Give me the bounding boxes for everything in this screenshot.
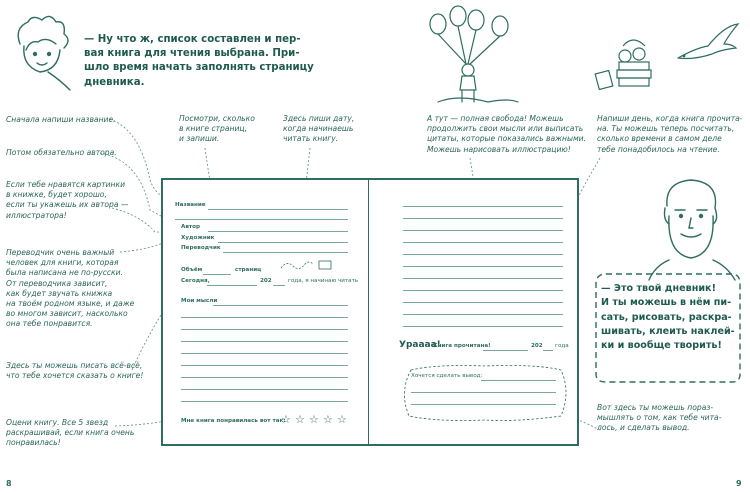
hurray-label: Ураааа! — [399, 340, 441, 350]
page-number-left: 8 — [6, 479, 12, 488]
note-line: Здесь пиши дату, — [283, 114, 355, 123]
note-line: А тут — полная свобода! Можешь — [427, 114, 564, 123]
today-label: Сегодня, — [181, 278, 210, 284]
free-line[interactable] — [403, 218, 563, 219]
note-line: цитаты, которые показались важными. — [427, 134, 587, 144]
author-label: Автор — [181, 224, 200, 230]
free-line[interactable] — [403, 254, 563, 255]
page-number-right: 9 — [736, 479, 742, 488]
note-line: Если тебе нравятся картинки — [6, 180, 126, 189]
rating-star[interactable]: ☆ — [281, 413, 291, 426]
free-line[interactable] — [403, 326, 563, 327]
note-line: Посмотри, сколько — [179, 114, 255, 123]
final-quote-line: И ты можешь в нём пи- — [601, 297, 732, 309]
note-line: Можешь нарисовать иллюстрацию! — [427, 144, 571, 154]
note-line: От переводчика зависит, — [6, 278, 108, 288]
intro-quote-line: — Ну что ж, список составлен и пер- — [84, 34, 301, 45]
note-line: мышлять о том, как тебе чита- — [597, 413, 722, 423]
note-line: в книге страниц, — [179, 124, 248, 134]
pages-label: страниц — [235, 267, 262, 273]
thoughts-line[interactable] — [181, 365, 348, 366]
note-line: на твоём родном языке, и даже — [6, 299, 135, 309]
free-line[interactable] — [403, 278, 563, 279]
conclusion-line[interactable] — [411, 392, 556, 393]
note-line: раскрашивай, если книга очень — [6, 428, 135, 438]
thoughts-line[interactable] — [181, 377, 348, 378]
free-line[interactable] — [403, 266, 563, 267]
thoughts-line[interactable] — [213, 305, 348, 306]
note-line: Сначала напиши название. — [6, 115, 116, 124]
note-line: как будет звучать книжка — [6, 288, 113, 298]
finished-year-line[interactable] — [543, 350, 553, 351]
note-line: если ты укажешь их автора — — [6, 200, 129, 210]
thoughts-line[interactable] — [181, 329, 348, 330]
note-line: продолжить свои мысли или выписать — [427, 124, 584, 134]
conclusion-line[interactable] — [481, 380, 556, 381]
free-line[interactable] — [403, 242, 563, 243]
rating-star[interactable]: ☆ — [295, 413, 305, 426]
note-line: читать книгу. — [283, 134, 339, 144]
thoughts-line[interactable] — [181, 317, 348, 318]
intro-quote-line: вая книга для чтения выбрана. При- — [84, 48, 300, 60]
thoughts-label: Мои мысли — [181, 298, 218, 304]
free-line[interactable] — [403, 290, 563, 291]
thoughts-line[interactable] — [181, 401, 348, 402]
translator-label: Переводчик — [181, 245, 221, 251]
rating-star[interactable]: ☆ — [323, 413, 333, 426]
note-line: Напиши день, когда книга прочита- — [597, 114, 743, 123]
note-line: на. Ты можешь теперь посчитать, — [597, 124, 735, 134]
title-line[interactable] — [208, 209, 348, 210]
note-line: иллюстратора! — [6, 210, 67, 220]
illustrator-line[interactable] — [218, 242, 348, 243]
thoughts-line[interactable] — [181, 341, 348, 342]
finished-year: 202 — [531, 343, 543, 349]
conclusion-cloud — [397, 362, 572, 424]
title-label: Название — [175, 202, 206, 208]
spine-divider — [368, 180, 369, 444]
note-line: Потом обязательно автора. — [6, 148, 117, 157]
final-quote-line: — Это твой дневник! — [601, 283, 716, 294]
note-line: в книжке, будет хорошо, — [6, 190, 107, 200]
volume-line[interactable] — [203, 274, 231, 275]
finished-label: Книга прочитана! — [433, 343, 491, 349]
free-line[interactable] — [403, 302, 563, 303]
final-quote-line: ки и вообще творить! — [601, 340, 722, 352]
illustrator-label: Художник — [181, 235, 215, 241]
note-line: Здесь ты можешь писать всё-всё, — [6, 361, 143, 370]
volume-label: Объём — [181, 267, 203, 273]
diary-spread — [161, 178, 579, 446]
today-line[interactable] — [207, 285, 257, 286]
note-line: Переводчик очень важный — [6, 248, 115, 257]
note-line: когда начинаешь — [283, 124, 354, 134]
year-line[interactable] — [273, 285, 285, 286]
squiggle-doodle — [279, 258, 335, 272]
conclusion-label: Хочется сделать вывод: — [411, 373, 483, 379]
thoughts-line[interactable] — [181, 353, 348, 354]
final-quote-line: шивать, клеить наклей- — [601, 325, 735, 337]
note-line: человек для книги, которая — [6, 258, 119, 268]
note-line: Оцени книгу. Все 5 звезд — [6, 418, 109, 427]
rating-star[interactable]: ☆ — [309, 413, 319, 426]
finished-date-line[interactable] — [483, 350, 528, 351]
intro-quote-line: шло время начать заполнять страницу — [84, 62, 314, 74]
rating-label: Мне книга понравилась вот так: — [181, 418, 286, 424]
final-quote-line: сать, рисовать, раскра- — [601, 311, 732, 323]
translator-line[interactable] — [223, 252, 348, 253]
free-line[interactable] — [403, 230, 563, 231]
note-line: была написана не по-русски. — [6, 268, 123, 278]
free-line[interactable] — [403, 206, 563, 207]
finished-year-suffix: года — [555, 343, 569, 349]
thoughts-line[interactable] — [181, 389, 348, 390]
note-line: сколько времени в самом деле — [597, 134, 722, 144]
conclusion-line[interactable] — [411, 404, 556, 405]
start-label: года, я начинаю читать — [288, 278, 359, 284]
note-line: во многом зависит, насколько — [6, 309, 128, 319]
author-line[interactable] — [208, 231, 348, 232]
free-line[interactable] — [403, 314, 563, 315]
rating-star[interactable]: ☆ — [337, 413, 347, 426]
intro-quote-line: дневника. — [84, 76, 145, 88]
note-line: что тебе хочется сказать о книге! — [6, 371, 144, 381]
note-line: понравилась! — [6, 438, 61, 448]
year-label: 202 — [260, 278, 272, 284]
title-line-2[interactable] — [175, 219, 348, 220]
note-line: она тебе понравится. — [6, 319, 93, 329]
note-line: лось, и сделать вывод. — [597, 423, 690, 433]
note-line: и запиши. — [179, 134, 220, 144]
note-line: тебе понадобилось на чтение. — [597, 144, 720, 154]
note-line: Вот здесь ты можешь пораз- — [597, 403, 714, 412]
